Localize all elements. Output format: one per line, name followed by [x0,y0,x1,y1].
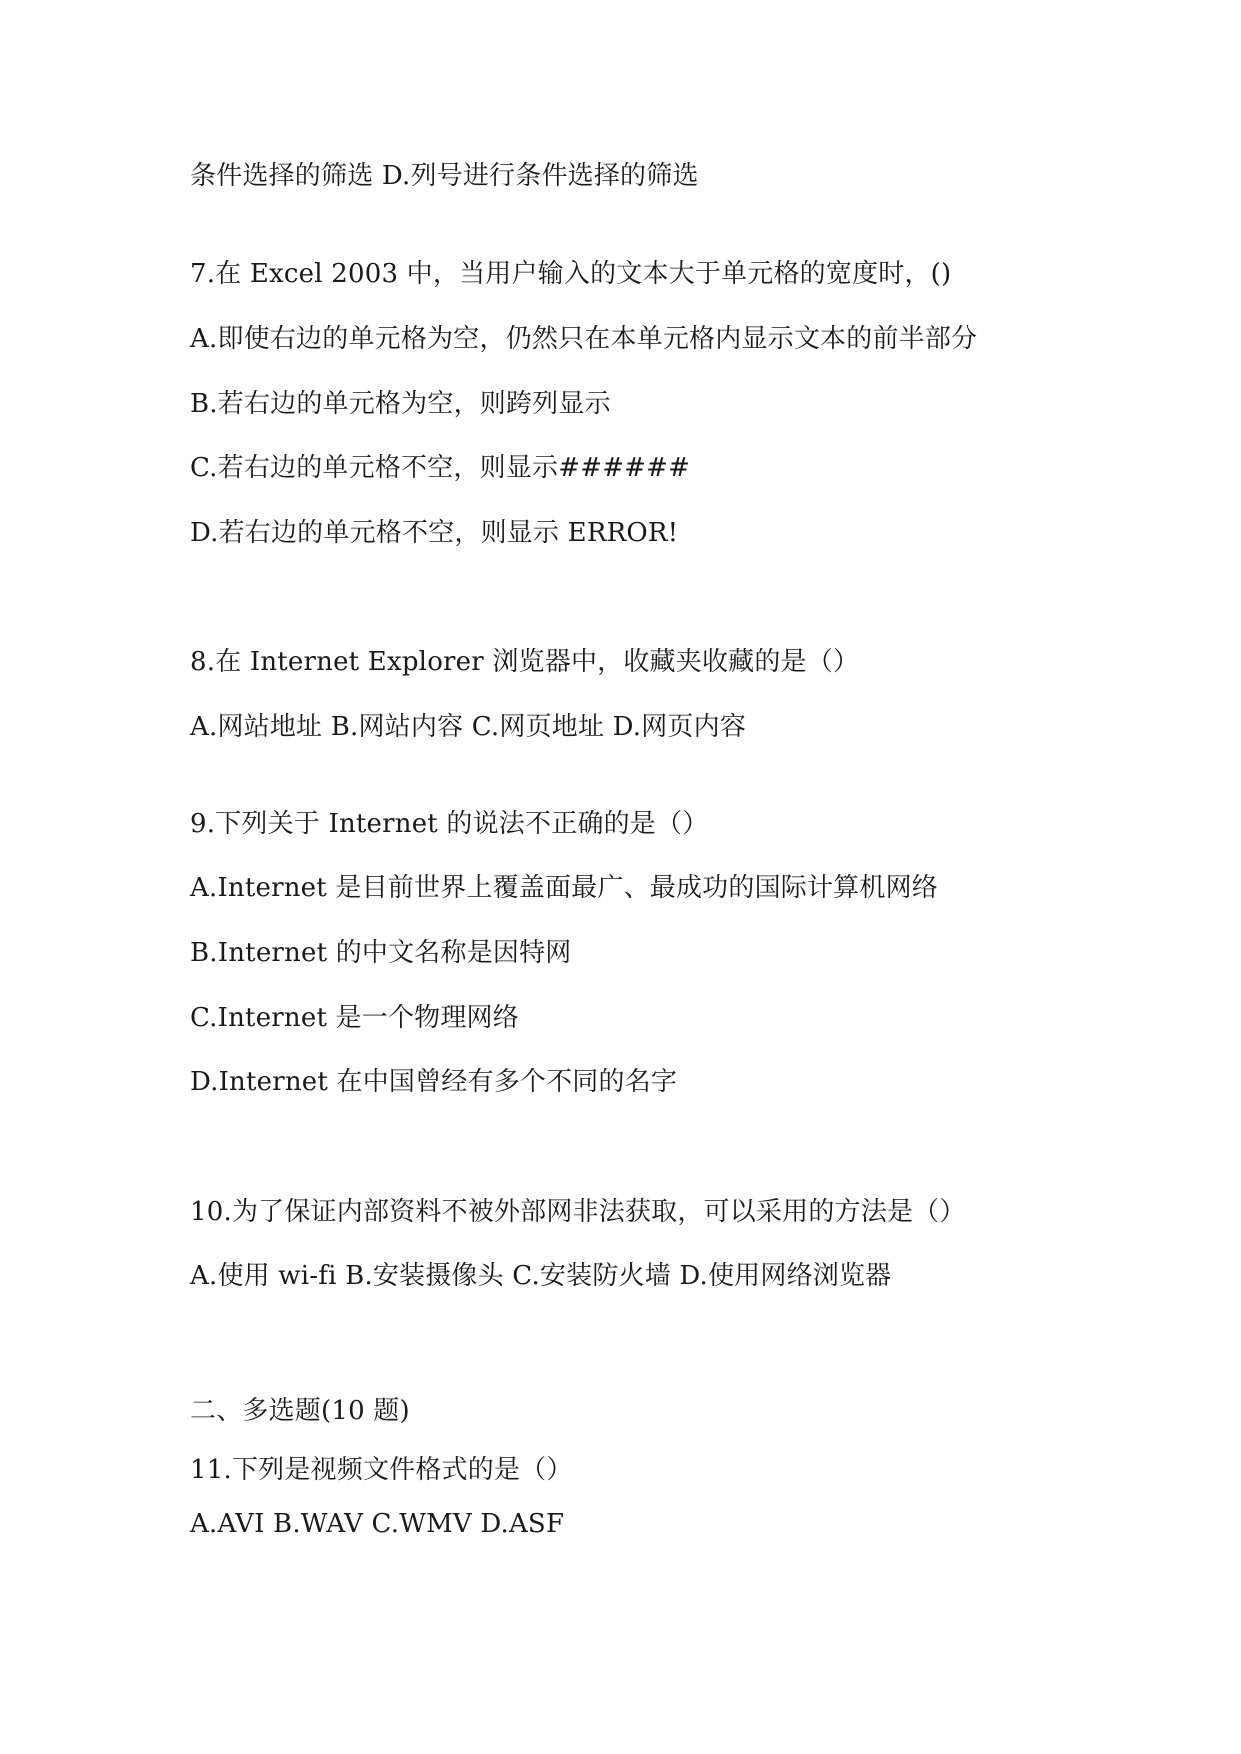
q11-options: A.AVI B.WAV C.WMV D.ASF [190,1509,565,1539]
q7-question: 7.在 Excel 2003 中，当用户输入的文本大于单元格的宽度时，() [190,259,952,289]
q7-option-a: A.即使右边的单元格为空，仍然只在本单元格内显示文本的前半部分 [190,324,978,354]
q9-option-c: C.Internet 是一个物理网络 [190,1003,519,1033]
q9-option-a: A.Internet 是目前世界上覆盖面最广、最成功的国际计算机网络 [190,873,938,903]
q9-question: 9.下列关于 Internet 的说法不正确的是（） [190,809,709,839]
q10-options: A.使用 wi-fi B.安装摄像头 C.安装防火墙 D.使用网络浏览器 [190,1261,892,1291]
q8-question: 8.在 Internet Explorer 浏览器中，收藏夹收藏的是（） [190,647,860,677]
q9-option-b: B.Internet 的中文名称是因特网 [190,938,572,968]
q7-option-d: D.若右边的单元格不空，则显示 ERROR! [190,518,679,548]
q10-question: 10.为了保证内部资料不被外部网非法获取，可以采用的方法是（） [190,1197,966,1227]
q7-option-b: B.若右边的单元格为空，则跨列显示 [190,389,611,419]
q7-option-c: C.若右边的单元格不空，则显示###### [190,453,691,483]
section-heading-multiple-choice: 二、多选题(10 题) [190,1396,410,1426]
q8-options: A.网站地址 B.网站内容 C.网页地址 D.网页内容 [190,712,747,742]
q6-options-continued: 条件选择的筛选 D.列号进行条件选择的筛选 [190,161,699,191]
q9-option-d: D.Internet 在中国曾经有多个不同的名字 [190,1067,678,1097]
q11-question: 11.下列是视频文件格式的是（） [190,1455,573,1485]
